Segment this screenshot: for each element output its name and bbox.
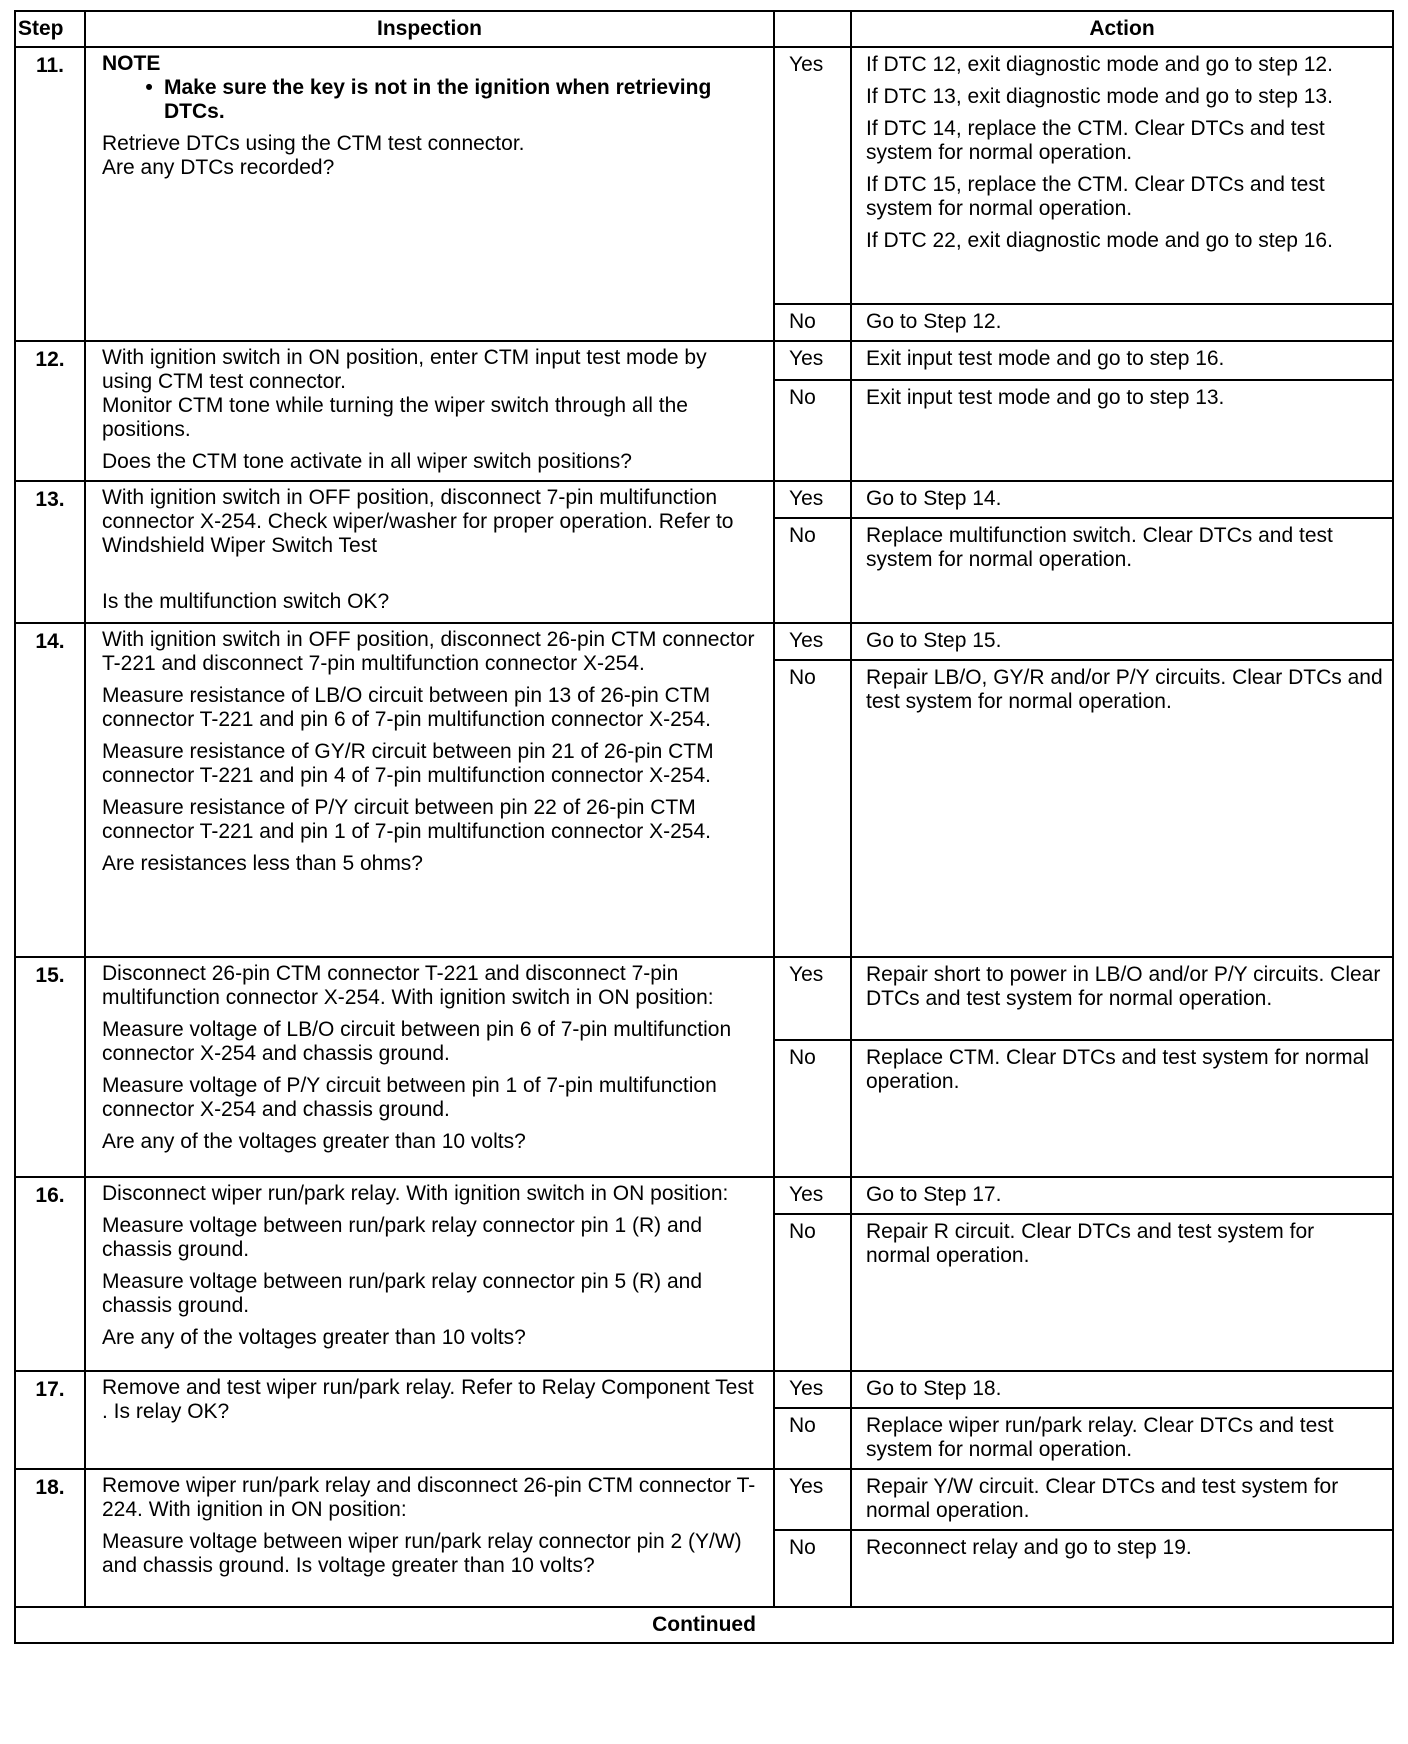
step-number: 14.	[15, 623, 85, 957]
step-number: 18.	[15, 1469, 85, 1607]
inspection-text: Retrieve DTCs using the CTM test connector. Are any DTCs recorded?	[102, 132, 525, 179]
action-text: If DTC 14, replace the CTM. Clear DTCs and test system for normal operation.	[866, 117, 1325, 164]
yes-action: Go to Step 15.	[851, 623, 1393, 660]
step-number: 12.	[15, 341, 85, 481]
table-row	[15, 957, 1393, 1040]
note-title: NOTE	[102, 52, 161, 75]
action-text: If DTC 22, exit diagnostic mode and go to step 16.	[866, 229, 1333, 252]
yes-label: Yes	[774, 481, 851, 518]
yes-label: Yes	[774, 1177, 851, 1214]
no-action: Repair LB/O, GY/R and/or P/Y circuits. Clear DTCs and test system for normal operation.	[851, 660, 1393, 957]
no-action: Repair R circuit. Clear DTCs and test system for normal operation.	[851, 1214, 1393, 1371]
inspection-cell: Remove and test wiper run/park relay. Refer to Relay Component Test . Is relay OK?	[85, 1371, 774, 1469]
header-row	[15, 11, 1393, 47]
no-label: No	[774, 1214, 851, 1371]
table-row	[15, 1469, 1393, 1530]
table-row	[15, 1371, 1393, 1408]
action-header: Action	[851, 11, 1393, 47]
inspection-cell: With ignition switch in OFF position, disconnect 26-pin CTM connector T-221 and disconnect 7-pin multifunction connector X-254. Measure resistance of LB/O circuit between pin 13 of 26-pin CTM connector T-221 and pin 6 of 7-pin multifunction connector X-254. Measure resistance of GY/R circuit between pin 21 of 26-pin CTM connector T-221 and pin 4 of 7-pin multifunction connector X-254. Measure resistance of P/Y circuit between pin 22 of 26-pin CTM connector T-221 and pin 1 of 7-pin multifunction connector X-254. Are resistances less than 5 ohms?	[85, 623, 774, 957]
no-action: Reconnect relay and go to step 19.	[851, 1530, 1393, 1607]
no-action: Replace CTM. Clear DTCs and test system for normal operation.	[851, 1040, 1393, 1177]
yes-label: Yes	[774, 957, 851, 1040]
yes-action: Repair short to power in LB/O and/or P/Y circuits. Clear DTCs and test system for normal operation.	[851, 957, 1393, 1040]
table-row	[15, 341, 1393, 380]
yes-action: Repair Y/W circuit. Clear DTCs and test system for normal operation.	[851, 1469, 1393, 1530]
action-text: If DTC 12, exit diagnostic mode and go to step 12.	[866, 53, 1333, 76]
table-row	[15, 1177, 1393, 1214]
inspection-cell: With ignition switch in ON position, enter CTM input test mode by using CTM test connector. Monitor CTM tone while turning the wiper switch through all the positions. Does the CTM tone activate in all wiper switch positions?	[85, 341, 774, 481]
step-number: 13.	[15, 481, 85, 623]
yes-action-cell	[851, 47, 1393, 304]
no-label: No	[774, 1530, 851, 1607]
note-text: Make sure the key is not in the ignition when retrieving DTCs.	[164, 76, 712, 123]
diagnostic-sheet	[14, 10, 1392, 1644]
diagnostic-table	[14, 10, 1394, 1644]
table-row	[15, 47, 1393, 304]
no-label: No	[774, 304, 851, 341]
yes-label: Yes	[774, 1371, 851, 1408]
no-label: No	[774, 660, 851, 957]
yes-action: Go to Step 18.	[851, 1371, 1393, 1408]
no-action: Go to Step 12.	[851, 304, 1393, 341]
yes-label: Yes	[774, 623, 851, 660]
bullet-icon: •	[145, 76, 153, 99]
step-number: 17.	[15, 1371, 85, 1469]
inspection-header: Inspection	[85, 11, 774, 47]
inspection-cell	[85, 47, 774, 341]
no-label: No	[774, 1408, 851, 1469]
inspection-cell: Disconnect 26-pin CTM connector T-221 and disconnect 7-pin multifunction connector X-254. With ignition switch in ON position: Measure voltage of LB/O circuit between pin 6 of 7-pin multifunction connector X-254 and chassis ground. Measure voltage of P/Y circuit between pin 1 of 7-pin multifunction connector X-254 and chassis ground. Are any of the voltages greater than 10 volts?	[85, 957, 774, 1177]
yes-action: Exit input test mode and go to step 16.	[851, 341, 1393, 380]
inspection-cell: Remove wiper run/park relay and disconnect 26-pin CTM connector T-224. With ignition in ON position: Measure voltage between wiper run/park relay connector pin 2 (Y/W) and chassis ground. Is voltage greater than 10 volts?	[85, 1469, 774, 1607]
no-action: Replace wiper run/park relay. Clear DTCs and test system for normal operation.	[851, 1408, 1393, 1469]
no-label: No	[774, 1040, 851, 1177]
table-row	[15, 481, 1393, 518]
footer-row	[15, 1607, 1393, 1643]
inspection-cell: Disconnect wiper run/park relay. With ignition switch in ON position: Measure voltage between run/park relay connector pin 1 (R) and chassis ground. Measure voltage between run/park relay connector pin 5 (R) and chassis ground. Are any of the voltages greater than 10 volts?	[85, 1177, 774, 1371]
step-number: 15.	[15, 957, 85, 1177]
yes-label: Yes	[774, 47, 851, 304]
no-label: No	[774, 518, 851, 623]
no-action: Exit input test mode and go to step 13.	[851, 380, 1393, 481]
yes-action: Go to Step 17.	[851, 1177, 1393, 1214]
table-row	[15, 623, 1393, 660]
inspection-cell: With ignition switch in OFF position, disconnect 7-pin multifunction connector X-254. Check wiper/washer for proper operation. Refer to Windshield Wiper Switch Test Is the multifunction switch OK?	[85, 481, 774, 623]
note-item	[102, 76, 759, 124]
yes-action: Go to Step 14.	[851, 481, 1393, 518]
no-label: No	[774, 380, 851, 481]
action-text: If DTC 15, replace the CTM. Clear DTCs and test system for normal operation.	[866, 173, 1325, 220]
no-action: Replace multifunction switch. Clear DTCs and test system for normal operation.	[851, 518, 1393, 623]
continued-label: Continued	[15, 1607, 1393, 1643]
step-number: 16.	[15, 1177, 85, 1371]
action-text: If DTC 13, exit diagnostic mode and go to step 13.	[866, 85, 1333, 108]
yes-label: Yes	[774, 1469, 851, 1530]
yes-label: Yes	[774, 341, 851, 380]
step-number: 11.	[15, 47, 85, 341]
step-header: Step	[15, 11, 85, 47]
